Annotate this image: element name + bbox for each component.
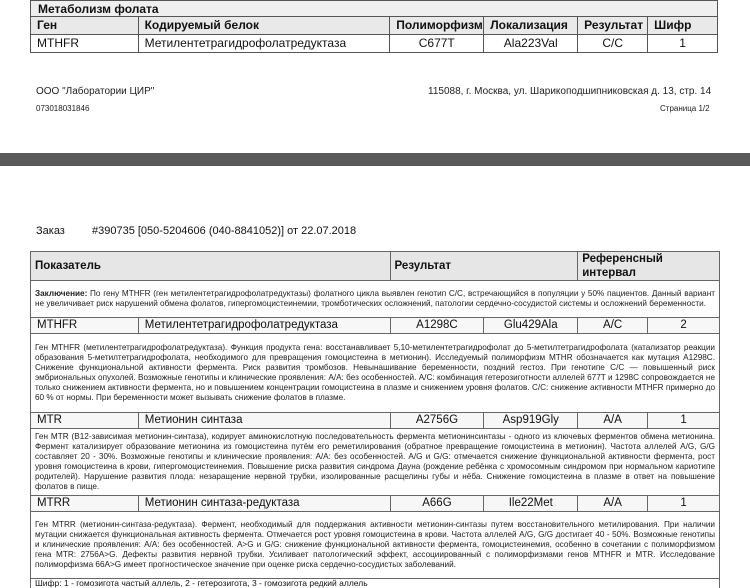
results-table <box>30 251 720 588</box>
col-header-code: Шифр <box>648 17 718 35</box>
order-line <box>36 225 356 237</box>
page-number: Страница 1/2 <box>660 104 710 113</box>
col-header-result: Результат <box>390 252 578 281</box>
document-code: 073018031846 <box>36 104 89 113</box>
conclusion-text: По гену MTHFR (ген метилентетрагидрофолатредуктазы) фолатного цикла выявлен генотип C/C, встречающийся в популяции у 50% пациентов. Данный вариант не увеличивает риск нарушений обмена фолатов, гипергомоцистеинемии, тромботических осложнений, патологии сердечно-сосудистой системы и осложнений беременности. <box>35 289 715 308</box>
gene-description-row <box>31 429 720 496</box>
cell-gene: MTR <box>31 413 139 429</box>
order-value: #390735 [050-5204606 (040-8841052)] от 22.07.2018 <box>92 225 356 237</box>
code-legend: Шифр: 1 - гомозигота частый аллель, 2 - гетерозигота, 3 - гомозигота редкий аллель <box>31 579 720 588</box>
conclusion-label: Заключение: <box>35 289 87 298</box>
col-header-polymorphism: Полиморфизм <box>390 17 484 35</box>
col-header-reference: Референсный интервал <box>578 252 720 281</box>
cell-gene: MTHFR <box>31 35 139 53</box>
page-separator <box>0 153 750 166</box>
cell-protein: Метилентетрагидрофолатредуктаза <box>138 318 390 334</box>
gene-description: Ген MTHFR (метилентетрагидрофолатредуктаза). Функция продукта гена: восстанавливает 5,10-метилентетрагидрофолат до 5-метилтетрагидрофолата (катализатор реакции образования 5-метилтетрагидрофолата, необходимого для превращения гомоцистеина в метионин). Исследуемый полиморфизм MTHR обозначается как мутация A1298C. Снижение функциональной активности фермента. Риск развития тромбозов. Невынашивание беременности, поздний гестоз. При генотипе C/C — повышенный риск эмбриональных опухолей. Возможные генотипы и клинические проявления: A/A: без особенностей. A/C: комбинация гетерозиготности аллелей 677T и 1298C сопровождается не только снижением активности фермента, но и повышением концентрации гомоцистеина в плазме и снижением уровня фолатов. C/C: снижение активности MTHFR примерно до 60 % от нормы. При беременности может вызывать снижение фолатов в плазме. <box>31 334 720 413</box>
cell-polymorphism: A2756G <box>390 413 484 429</box>
cell-gene: MTRR <box>31 496 139 512</box>
order-label: Заказ <box>36 225 92 237</box>
lab-name: ООО "Лаборатории ЦИР" <box>36 86 154 97</box>
cell-code: 1 <box>648 413 720 429</box>
cell-protein: Метилентетрагидрофолатредуктаза <box>138 35 390 53</box>
table-row <box>31 496 720 512</box>
cell-location: Ile22Met <box>484 496 578 512</box>
table-row <box>31 318 720 334</box>
cell-polymorphism: A66G <box>390 496 484 512</box>
table-row <box>31 413 720 429</box>
legend-row <box>31 579 720 588</box>
gene-description-row <box>31 334 720 413</box>
col-header-protein: Кодируемый белок <box>138 17 390 35</box>
table-row <box>31 35 718 53</box>
cell-result: A/C <box>578 318 648 334</box>
col-header-result: Результат <box>578 17 648 35</box>
cell-result: C/C <box>578 35 648 53</box>
cell-gene: MTHFR <box>31 318 139 334</box>
folate-metabolism-table <box>30 0 718 53</box>
conclusion-row <box>31 281 720 318</box>
cell-location: Glu429Ala <box>484 318 578 334</box>
cell-protein: Метионин синтаза <box>138 413 390 429</box>
col-header-location: Локализация <box>484 17 578 35</box>
cell-location: Ala223Val <box>484 35 578 53</box>
section-title: Метаболизм фолата <box>31 1 718 17</box>
gene-description: Ген MTRR (метионин-синтаза-редуктаза). Фермент, необходимый для поддержания активности метионин-синтазы путем восстановительного метилирования. При наличии мутации снижается функциональная активность фермента. Отмечается рост уровня гомоцистеина в крови. Частота аллелей A/G, G/G достигает 40 - 50%. Возможные генотипы и клинические проявления: A/A: без особенностей. A>G и G/G: снижение функциональной активности фермента, гомоцистеинемия, особенно в сочетании с полиморфизмом гена MTR: 2756A>G. Дефекты развития нервной трубки. Усиливает патологический эффект, ассоциированный с полиморфизмами генов MTHFR и MTR. Исследование полиморфизма 66A>G имеет прогностическое значение при оценке риска сердечно-сосудистых заболеваний. <box>31 512 720 579</box>
cell-protein: Метионин синтаза-редуктаза <box>138 496 390 512</box>
cell-polymorphism: C677T <box>390 35 484 53</box>
cell-code: 1 <box>648 496 720 512</box>
gene-description-row <box>31 512 720 579</box>
gene-description: Ген MTR (B12-зависимая метионин-синтаза), кодирует аминокислотную последовательность фермента метионинсинтазы - одного из ключевых ферментов обмена метионина. Фермент катализирует образование метионина из гомоцистеина путём его реметилирования (обратное превращение гомоцистеина в метионин). Частота аллелей A/G, G/G составляет 20 - 30%. Возможные генотипы и клинические проявления: A/A: без особенностей. A/G и G/G: отмечается снижение функциональной активности фермента, рост уровня гомоцистеина в крови, гипергомоцистеинемия. Повышение риска развития синдрома Дауна (рождение ребёнка с хромосомным синдромом при нормальном кариотипе родителей). Нарушение развития плода: незаращение нервной трубки, изолированные расщелины губы и нёба. Снижение гомоцистеина в плазме в ответ на повышение фолатов в пище. <box>31 429 720 496</box>
col-header-gene: Ген <box>31 17 139 35</box>
cell-code: 1 <box>648 35 718 53</box>
cell-result: A/A <box>578 413 648 429</box>
cell-code: 2 <box>648 318 720 334</box>
col-header-indicator: Показатель <box>31 252 391 281</box>
lab-address: 115088, г. Москва, ул. Шарикоподшипниковская д. 13, стр. 14 <box>428 86 711 97</box>
cell-location: Asp919Gly <box>484 413 578 429</box>
cell-polymorphism: A1298C <box>390 318 484 334</box>
cell-result: A/A <box>578 496 648 512</box>
